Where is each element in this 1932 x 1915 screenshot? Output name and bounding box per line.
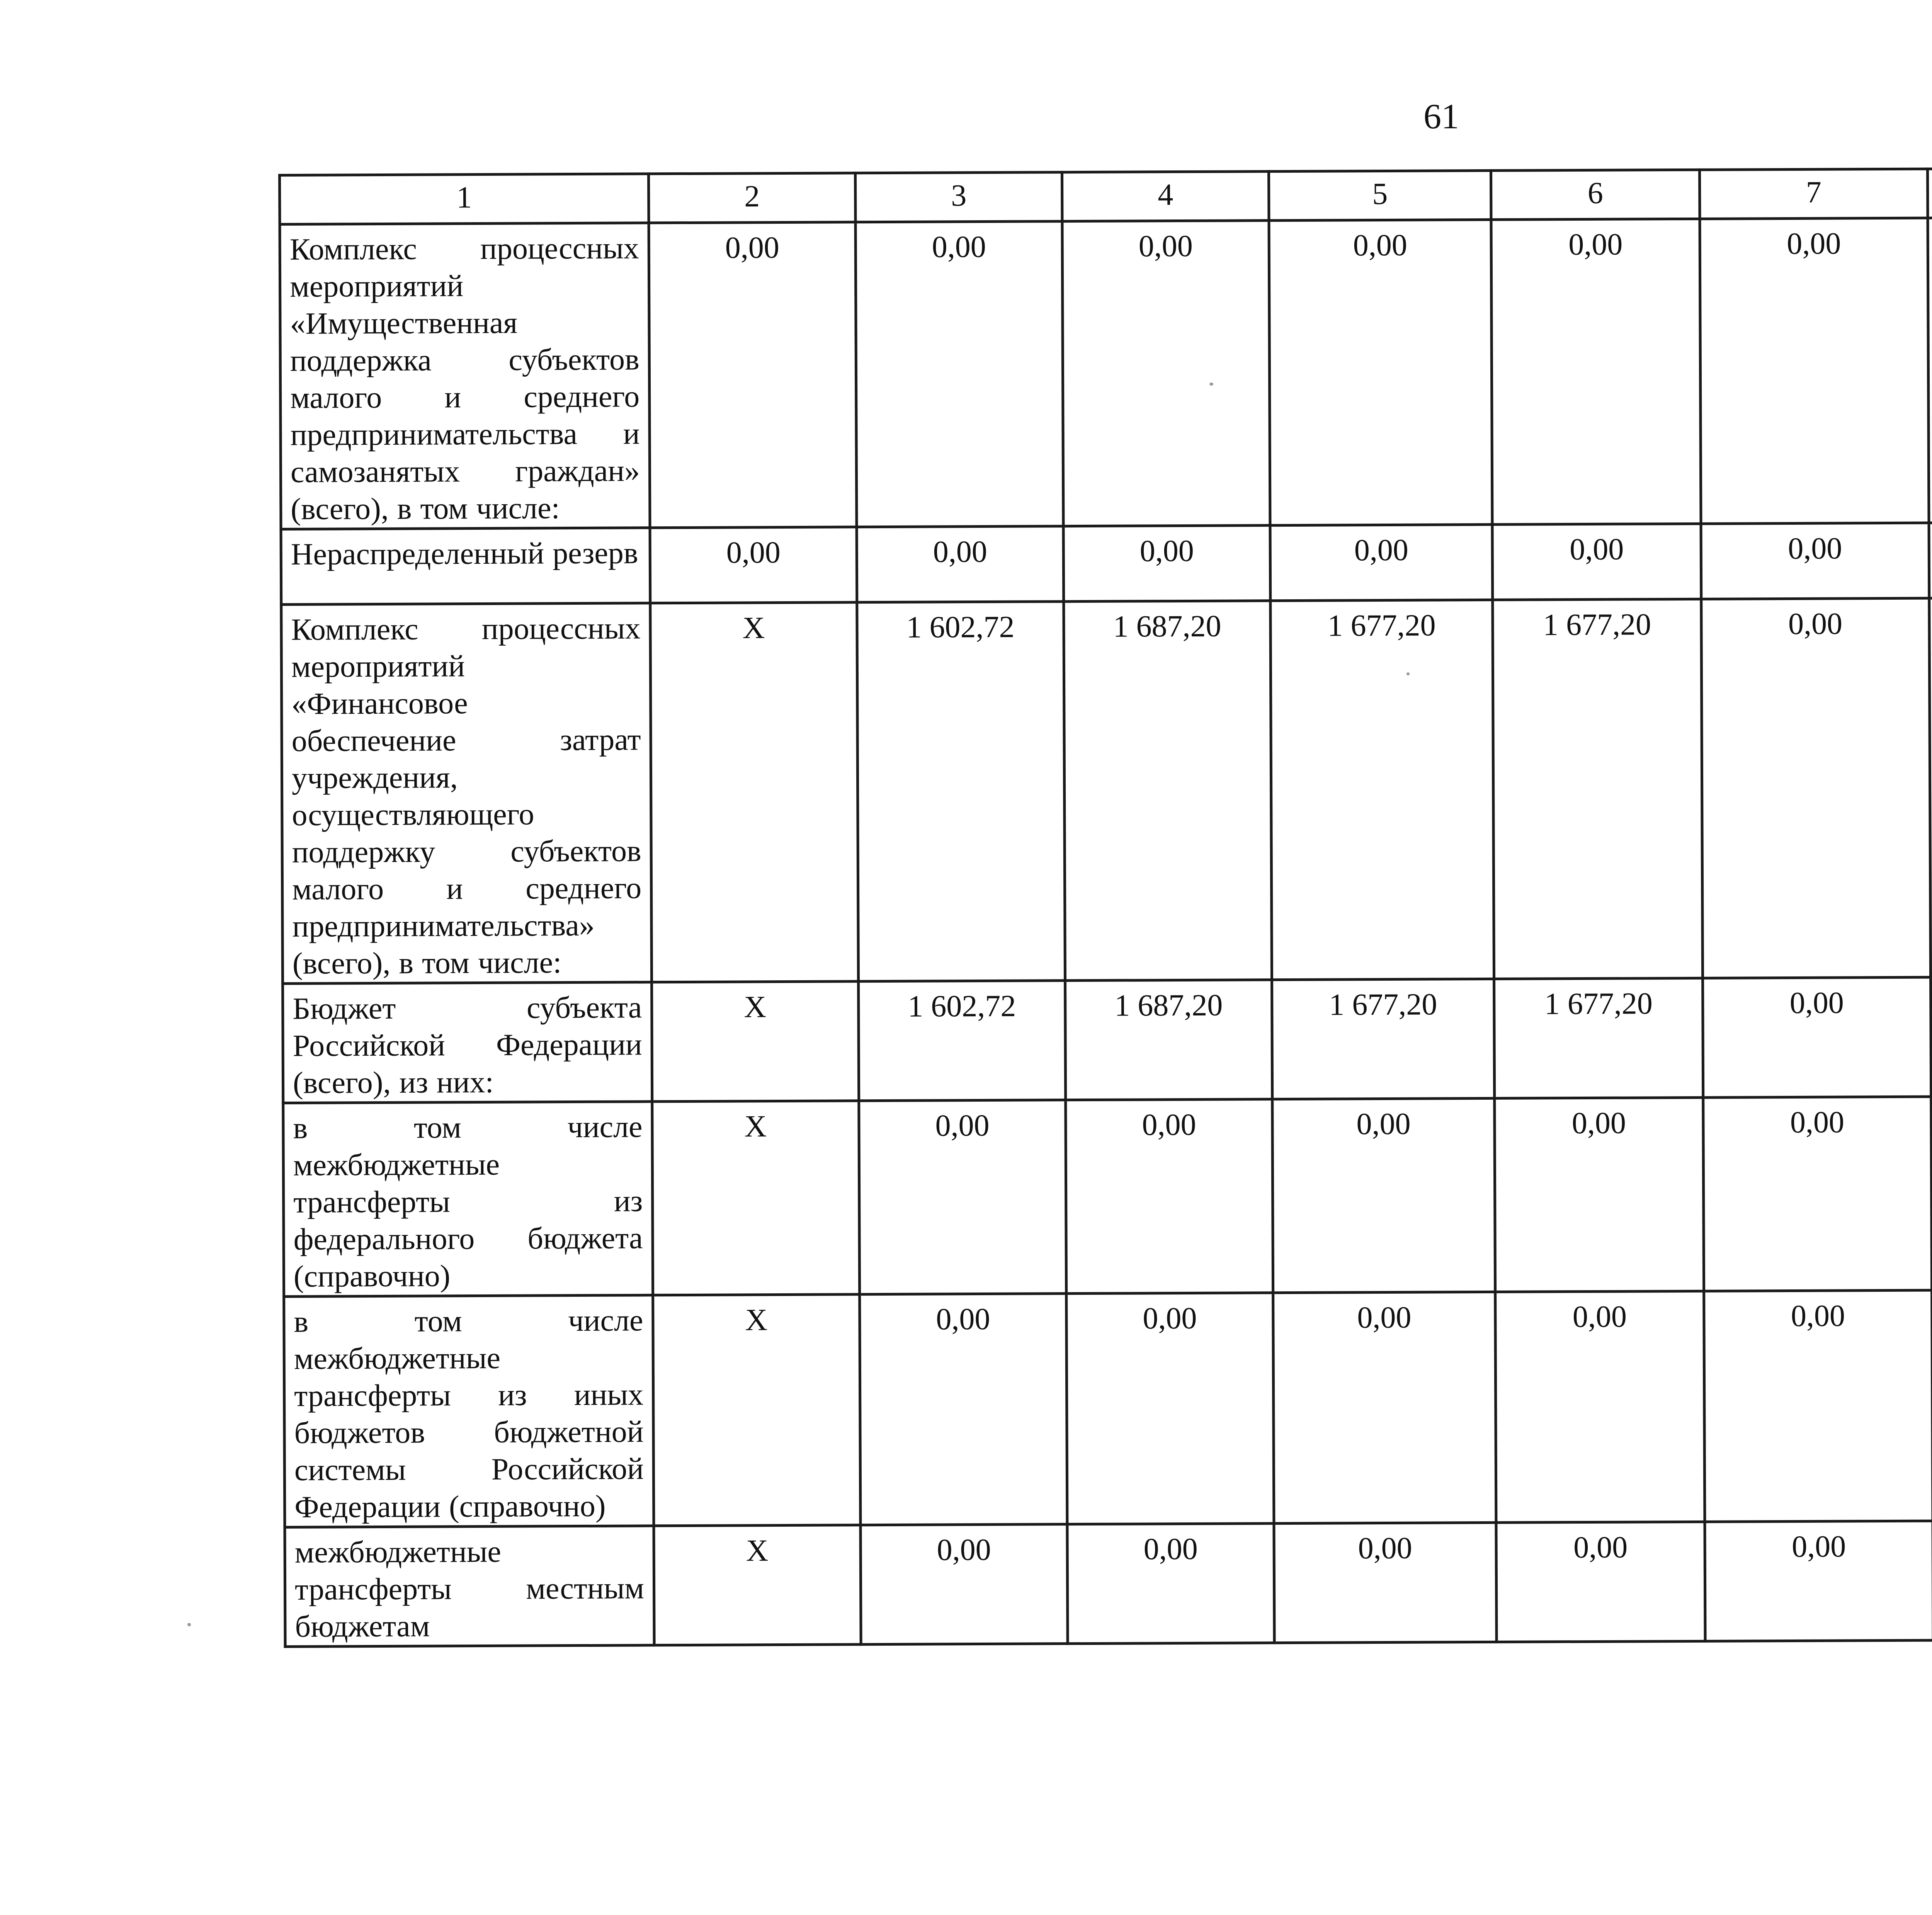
column-header: 3 bbox=[855, 172, 1062, 222]
table-cell: 0,00 bbox=[1273, 1292, 1496, 1523]
column-header: 7 bbox=[1699, 169, 1927, 219]
column-header: 6 bbox=[1491, 170, 1699, 219]
table-cell: X bbox=[654, 1525, 861, 1645]
row-label: Комплекс процессных мероприятий «Имущественная поддержка субъектов малого и среднего предпринимательства и самозанятых граждан» (всего), в том числе: bbox=[280, 223, 650, 529]
table-cell: 0,00 bbox=[1066, 1293, 1274, 1524]
table-cell: 0,00 bbox=[1495, 1291, 1705, 1522]
table-cell: 0,00 bbox=[1700, 218, 1929, 524]
table-row bbox=[285, 1518, 1932, 1646]
table-cell: 1 687,20 bbox=[1065, 980, 1272, 1100]
table-cell: X bbox=[652, 981, 859, 1102]
column-header bbox=[1927, 168, 1932, 218]
scan-speck bbox=[1209, 383, 1213, 386]
table-cell: 0,00 bbox=[1274, 1522, 1497, 1643]
table-row bbox=[281, 520, 1932, 604]
table-cell: 0,00 bbox=[861, 1524, 1068, 1645]
table-cell: 0,00 bbox=[1272, 1098, 1495, 1293]
row-label: межбюджетные трансферты местным бюджетам bbox=[285, 1526, 654, 1647]
table-row bbox=[283, 1094, 1932, 1296]
table-cell: X bbox=[650, 602, 859, 982]
scan-speck bbox=[1406, 672, 1410, 675]
row-label: в том числе межбюджетные трансферты из федерального бюджета (справочно) bbox=[283, 1102, 653, 1297]
table-cell: 0,00 bbox=[1269, 219, 1492, 525]
table-row bbox=[284, 1287, 1932, 1527]
column-header: 2 bbox=[649, 173, 855, 223]
table-cell: 0,00 bbox=[650, 527, 857, 603]
table-cell: 0,00 bbox=[1491, 219, 1701, 524]
table-cell: 1 677,20 bbox=[1272, 979, 1495, 1099]
row-label: в том числе межбюджетные трансферты из иных бюджетов бюджетной системы Российской Федерации (справочно) bbox=[284, 1295, 654, 1527]
table-cell: 0,00 bbox=[1067, 1524, 1274, 1644]
page-number: 61 bbox=[1423, 97, 1459, 136]
table-cell bbox=[1928, 217, 1932, 523]
table-cell: 1 602,72 bbox=[857, 602, 1065, 981]
table-cell: 0,00 bbox=[1270, 524, 1493, 600]
table-cell: 0,00 bbox=[1701, 598, 1931, 978]
table-cell: 0,00 bbox=[857, 526, 1064, 602]
table-cell: 0,00 bbox=[1062, 221, 1270, 526]
table-cell: 0,00 bbox=[1495, 1097, 1704, 1292]
table-cell: 0,00 bbox=[859, 1100, 1066, 1294]
table-cell: 1 687,20 bbox=[1064, 601, 1272, 981]
table-cell: 0,00 bbox=[1703, 1097, 1932, 1291]
table-cell: 1 677,20 bbox=[1493, 599, 1703, 979]
table-cell: 0,00 bbox=[1496, 1522, 1705, 1642]
row-label: Нераспределенный резерв bbox=[281, 528, 650, 605]
table-cell: 1 677,20 bbox=[1494, 978, 1703, 1098]
table-cell: 0,00 bbox=[1703, 977, 1931, 1097]
table-cell: 0,00 bbox=[1063, 526, 1270, 602]
table-cell: 0,00 bbox=[1705, 1521, 1932, 1641]
table-header-row bbox=[280, 166, 1932, 224]
table-cell: 0,00 bbox=[649, 222, 857, 528]
table-cell: 0,00 bbox=[860, 1294, 1067, 1525]
budget-table bbox=[278, 165, 1932, 1648]
table-cell: 0,00 bbox=[1704, 1290, 1932, 1522]
column-header: 5 bbox=[1269, 170, 1491, 220]
row-label: Бюджет субъекта Российской Федерации (всего), из них: bbox=[283, 982, 652, 1103]
table-cell bbox=[1931, 976, 1932, 1097]
table-cell: 1 602,72 bbox=[859, 981, 1066, 1101]
table-row bbox=[281, 595, 1932, 983]
table-row bbox=[280, 215, 1932, 529]
table-cell: X bbox=[653, 1294, 861, 1526]
column-header: 1 bbox=[280, 174, 649, 224]
row-label: Комплекс процессных мероприятий «Финансовое обеспечение затрат учреждения, осуществляющего поддержку субъектов малого и среднего предпринимательства» (всего), в том числе: bbox=[281, 603, 652, 984]
table-cell: 0,00 bbox=[1492, 524, 1701, 600]
scan-speck bbox=[187, 1623, 191, 1626]
table-cell: 0,00 bbox=[1066, 1099, 1273, 1294]
table-cell: 1 677,20 bbox=[1270, 600, 1494, 980]
table-cell: 0,00 bbox=[855, 221, 1063, 527]
table-row bbox=[283, 975, 1932, 1103]
table-cell: X bbox=[652, 1101, 860, 1295]
table-cell bbox=[1929, 522, 1932, 598]
table-cell: 0,00 bbox=[1701, 523, 1929, 599]
column-header: 4 bbox=[1062, 172, 1269, 221]
